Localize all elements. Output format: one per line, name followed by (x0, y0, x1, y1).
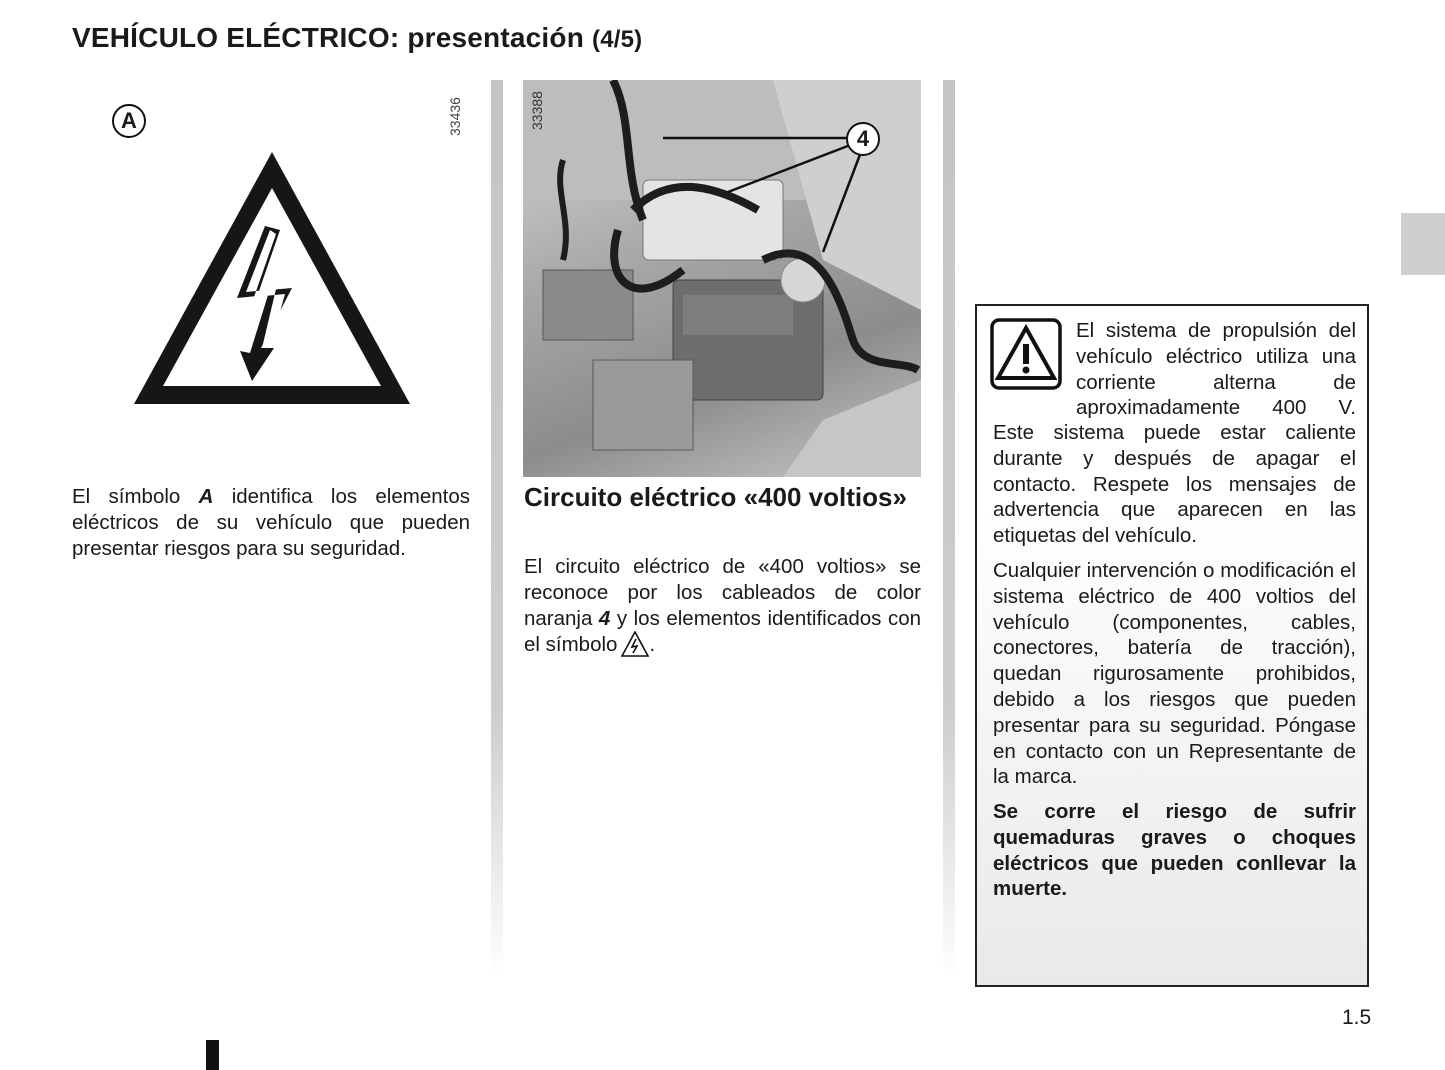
warning-paragraph-3: Se corre el riesgo de sufrir quemaduras graves o choques eléctricos que pueden conllevar la muerte. (993, 800, 1356, 901)
circuit-paragraph: El circuito eléctrico de «400 voltios» se reconoce por los cableados de color naranja 4 y los elementos identificados con el símbolo . (524, 555, 921, 657)
high-voltage-warning-icon (130, 148, 414, 410)
cable-reference: 4 (598, 606, 611, 630)
figure-letter-badge: A (112, 104, 146, 138)
column-separator (943, 80, 955, 980)
warning-box (975, 304, 1369, 987)
warning-paragraph-2: Cualquier intervención o modificación el sistema eléctrico de 400 voltios del vehículo (componentes, cables, conectores, batería de tracción), quedan rigurosamente prohibidos, debido a los riesgos que pueden presentar para su seguridad. Póngase en contacto con un Representante de la marca. (993, 559, 1356, 789)
page-number: 1.5 (1342, 1006, 1372, 1029)
figure-a (72, 78, 472, 438)
warning-paragraph-first: El sistema de propulsión del vehículo eléctrico utiliza una corriente alterna de aproximadamente 400 V. (1076, 319, 1356, 420)
page-title: VEHÍCULO ELÉCTRICO: presentación (4/5) (72, 22, 643, 53)
figure-ref-number: 33388 (529, 91, 545, 130)
engine-photo (523, 80, 921, 477)
symbol-paragraph: El símbolo A identifica los elementos eléctricos de su vehículo que pueden presentar riesgos para su seguridad. (72, 485, 470, 560)
page-part: (4/5) (592, 26, 643, 53)
symbol-reference: A (198, 485, 214, 508)
high-voltage-warning-icon (621, 631, 649, 657)
chapter-tab (1401, 213, 1445, 275)
figure-ref-number: 33436 (447, 97, 463, 136)
page-marker (206, 1040, 219, 1070)
warning-triangle-icon (990, 318, 1062, 390)
warning-paragraph-continued: Este sistema puede estar caliente durante y después de apagar el contacto. Respete los mensajes de advertencia que aparecen en las etiquetas del vehículo. (993, 421, 1356, 548)
column-separator (491, 80, 503, 980)
section-heading: Circuito eléctrico «400 voltios» (524, 482, 907, 512)
callout-4: 4 (846, 122, 880, 156)
